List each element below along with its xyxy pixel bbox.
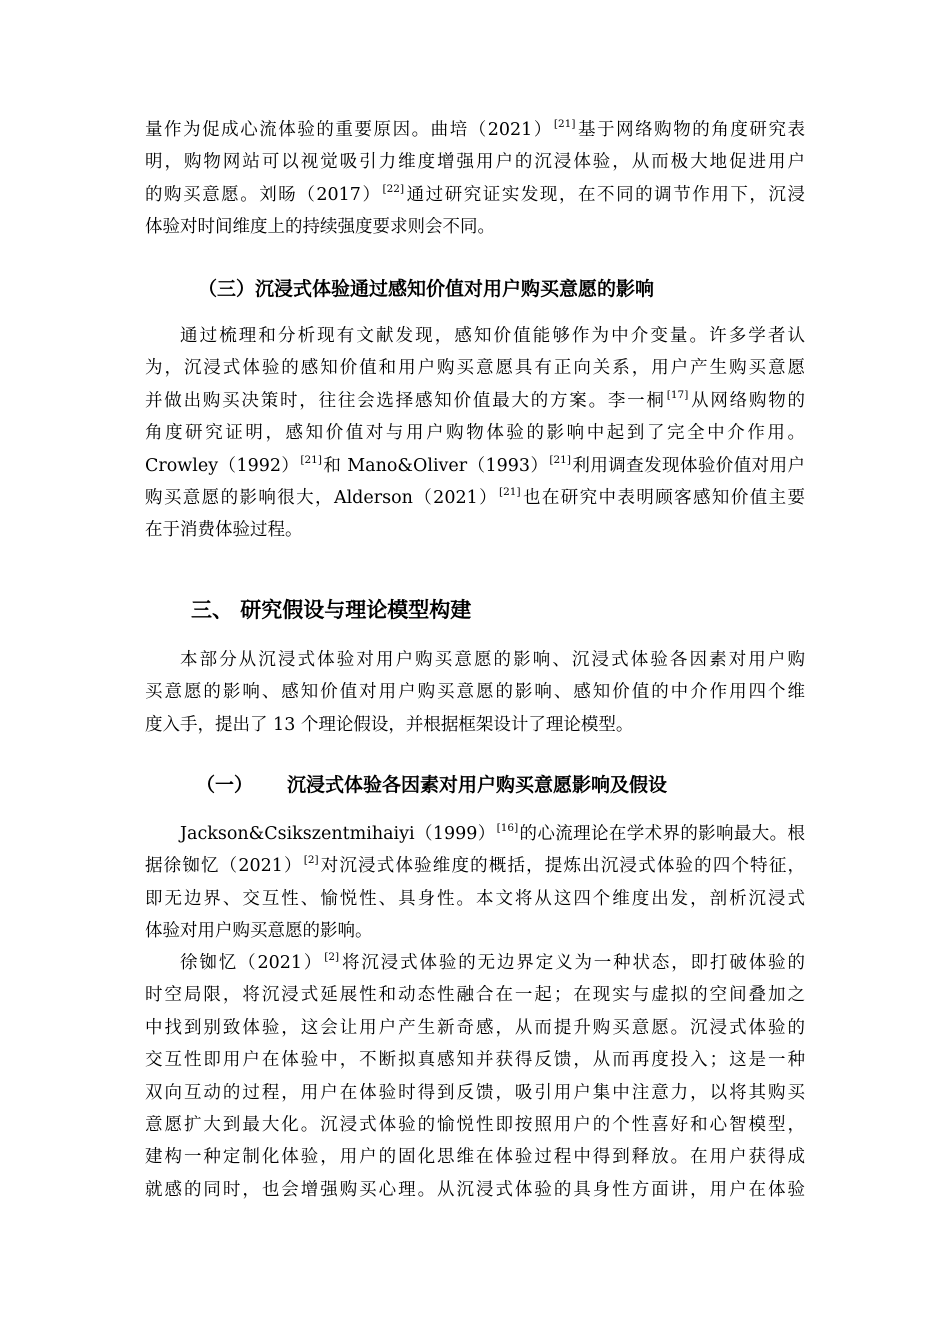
citation-ref: [21] — [549, 453, 571, 466]
text-line: Jackson&Csikszentmihaiyi（1999）[16]的心流理论在学术界的影响最大。根 — [180, 822, 805, 844]
text-line: 交互性即用户在体验中，不断拟真感知并获得反馈，从而再度投入；这是一种 — [145, 1050, 805, 1071]
text-line: 双向互动的过程，用户在体验时得到反馈，吸引用户集中注意力，以将其购买 — [145, 1082, 805, 1103]
paragraph-p4 — [145, 818, 805, 948]
text-line: 时空局限，将沉浸式延展性和动态性融合在一起；在现实与虚拟的空间叠加之 — [145, 985, 805, 1006]
text-line: 体验对时间维度上的持续强度要求则会不同。 — [145, 217, 495, 238]
heading-text: 沉浸式体验各因素对用户购买意愿影响及假设 — [287, 774, 668, 796]
citation-ref: [2] — [303, 854, 319, 867]
text-line: 角度研究证明，感知价值对与用户购物体验的影响中起到了完全中介作用。 — [145, 423, 805, 444]
heading-number: （一） — [196, 774, 254, 796]
text-line: 在于消费体验过程。 — [145, 520, 303, 541]
text-line: 通过梳理和分析现有文献发现，感知价值能够作为中介变量。许多学者认 — [180, 326, 805, 346]
text-line: 就感的同时，也会增强购买心理。从沉浸式体验的具身性方面讲，用户在体验 — [145, 1179, 805, 1200]
text-line: 度入手，提出了 13 个理论假设，并根据框架设计了理论模型。 — [145, 714, 634, 735]
paragraph-p5 — [145, 947, 805, 1206]
subsection-heading-1 — [196, 770, 667, 797]
text-line: 体验对用户购买意愿的影响。 — [145, 921, 373, 942]
text-line: 意愿扩大到最大化。沉浸式体验的愉悦性即按照用户的个性喜好和心智模型， — [145, 1114, 805, 1135]
text-line: 明，购物网站可以视觉吸引力维度增强用户的沉浸体验，从而极大地促进用户 — [145, 152, 805, 173]
paragraph-p2 — [145, 320, 805, 547]
citation-ref: [21] — [300, 453, 322, 466]
paragraph-p3 — [145, 644, 805, 741]
subsection-heading-3: （三）沉浸式体验通过感知价值对用户购买意愿的影响 — [198, 278, 655, 300]
text-line: 购买意愿的影响很大，Alderson（2021）[21]也在研究中表明顾客感知价值主要 — [145, 485, 806, 508]
citation-ref: [21] — [553, 118, 576, 130]
citation-ref: [16] — [496, 822, 519, 834]
text-line: 买意愿的影响、感知价值对用户购买意愿的影响、感知价值的中介作用四个维 — [145, 682, 805, 703]
text-line: 本部分从沉浸式体验对用户购买意愿的影响、沉浸式体验各因素对用户购 — [180, 650, 805, 670]
text-line: 据徐铷忆（2021）[2]对沉浸式体验维度的概括，提炼出沉浸式体验的四个特征， — [145, 854, 806, 877]
text-line: 建构一种定制化体验，用户的固化思维在体验过程中得到释放。在用户获得成 — [145, 1147, 805, 1168]
text-line: Crowley（1992）[21]和 Mano&Oliver（1993）[21]利用调查发现体验价值对用户 — [145, 453, 806, 476]
citation-ref: [21] — [499, 485, 521, 498]
text-line: 即无边界、交互性、愉悦性、具身性。本文将从这四个维度出发，剖析沉浸式 — [145, 888, 805, 909]
section-heading: 三、 研究假设与理论模型构建 — [191, 598, 472, 622]
text-line: 中找到别致体验，这会让用户产生新奇感，从而提升购买意愿。沉浸式体验的 — [145, 1017, 805, 1038]
text-line: 徐铷忆（2021）[2]将沉浸式体验的无边界定义为一种状态，即打破体验的 — [180, 951, 806, 973]
paragraph-p1 — [145, 114, 805, 244]
citation-ref: [22] — [382, 182, 405, 195]
text-line: 并做出购买决策时，往往会选择感知价值最大的方案。李一桐[17]从网络购物的 — [145, 388, 806, 411]
citation-ref: [2] — [324, 951, 340, 963]
citation-ref: [17] — [666, 388, 689, 401]
text-line: 为，沉浸式体验的感知价值和用户购买意愿具有正向关系，用户产生购买意愿 — [145, 358, 805, 379]
text-line: 量作为促成心流体验的重要原因。曲培（2021）[21]基于网络购物的角度研究表 — [145, 118, 805, 140]
text-line: 的购买意愿。刘旸（2017）[22]通过研究证实发现，在不同的调节作用下，沉浸 — [145, 182, 805, 205]
